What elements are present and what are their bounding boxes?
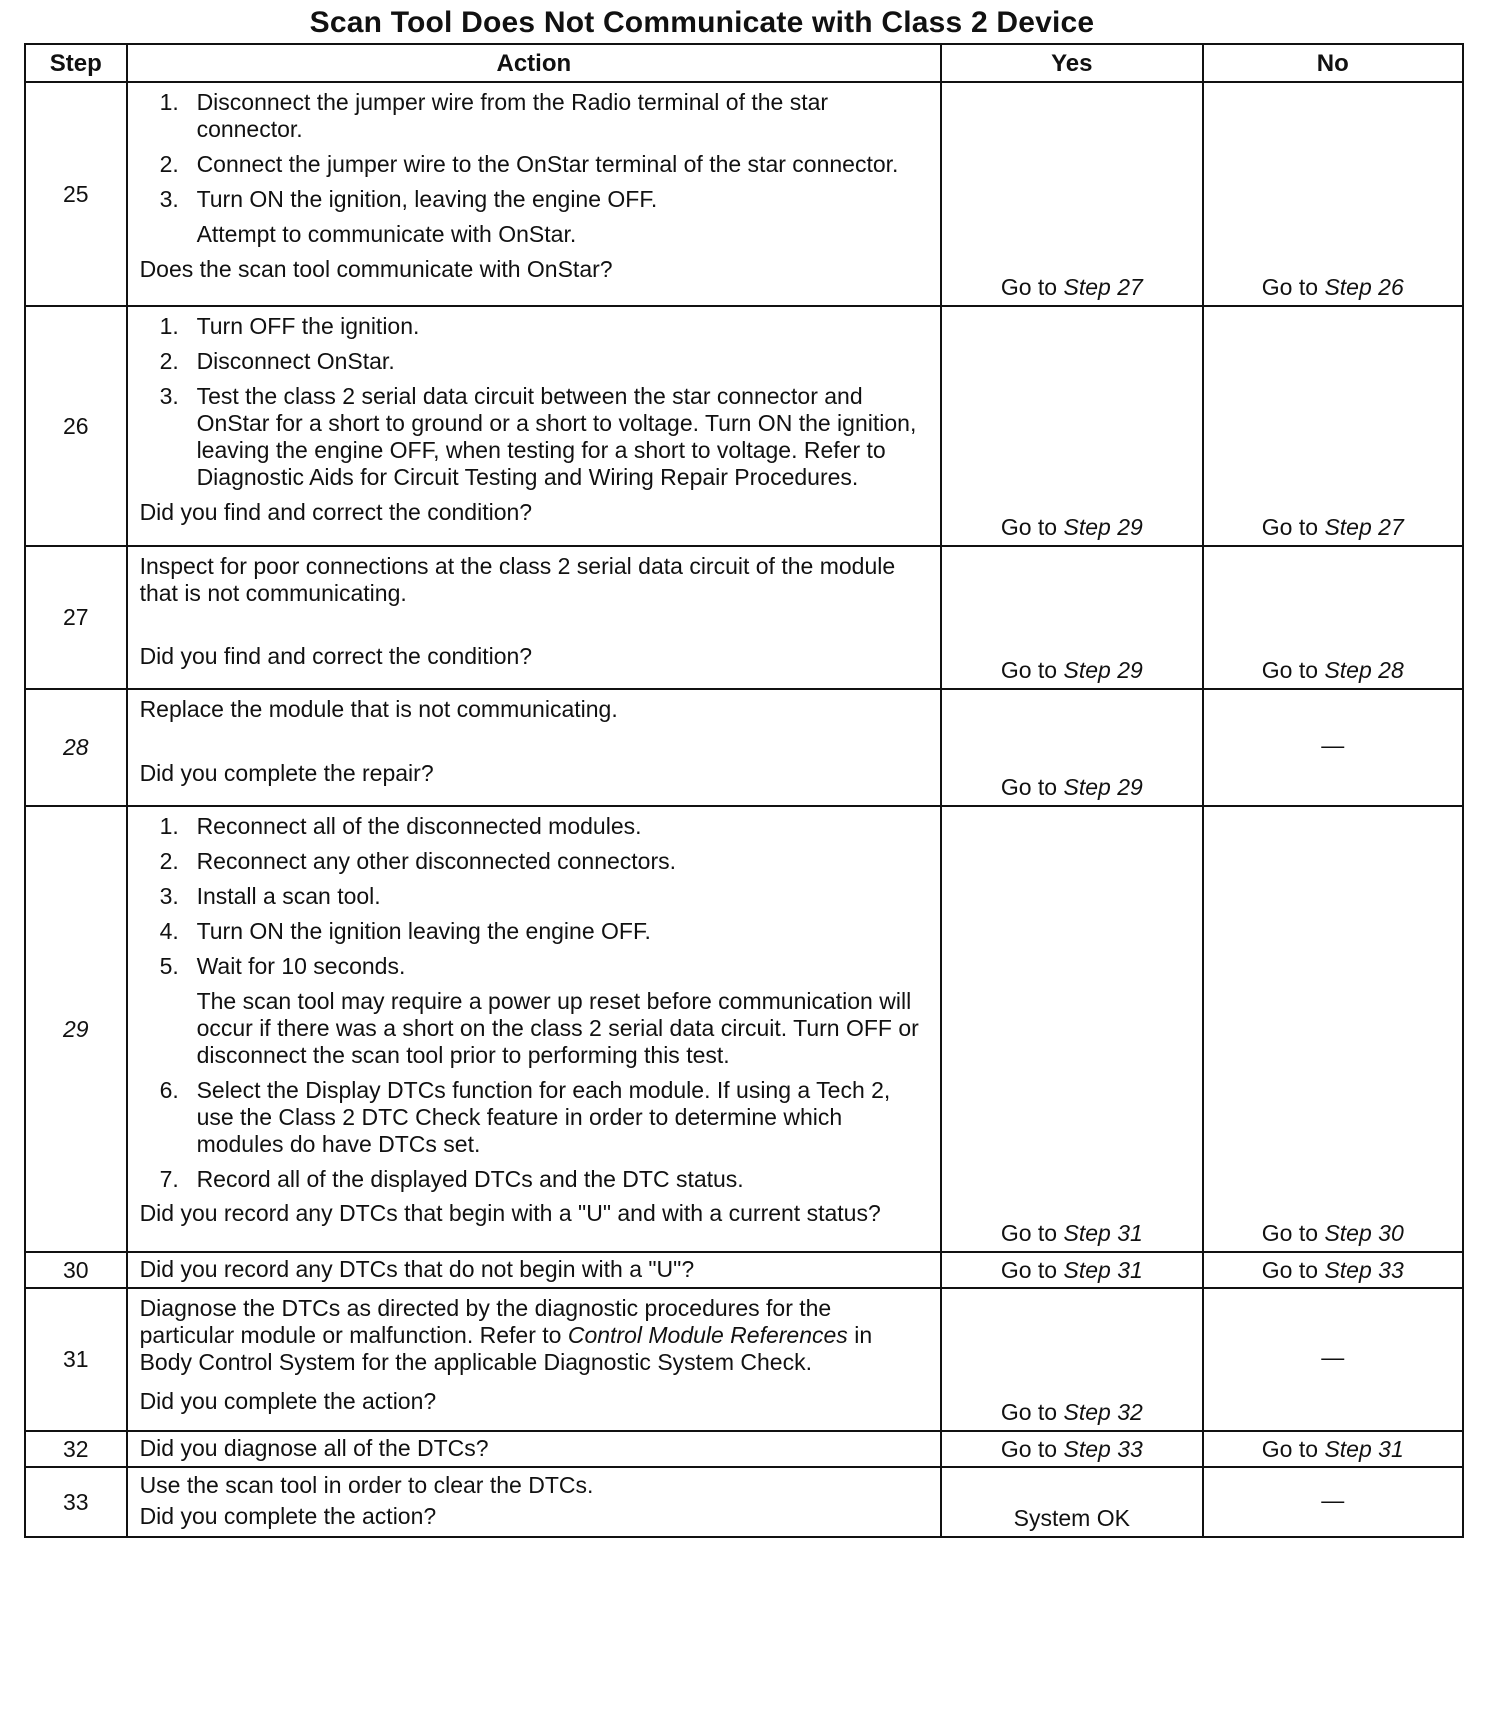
no-cell: — — [1203, 689, 1463, 806]
action-text: Inspect for poor connections at the class 2 serial data circuit of the module that is not communicating. — [139, 553, 896, 606]
yes-cell: Go to Step 29 — [941, 306, 1202, 546]
header-no: No — [1203, 44, 1463, 82]
step-number: 28 — [25, 689, 127, 806]
action-list — [140, 89, 929, 213]
table-row-step-32 — [25, 1431, 1463, 1467]
no-cell: Go to Step 26 — [1203, 82, 1463, 306]
action-question: Does the scan tool communicate with OnStar? — [139, 256, 613, 282]
action-cell — [127, 82, 942, 306]
reference-link-text: Control Module References — [567, 1322, 848, 1348]
no-cell: Go to Step 27 — [1203, 306, 1463, 546]
action-cell — [127, 306, 942, 546]
action-text: Diagnose the DTCs as directed by the diagnostic procedures for the particular module or malfunction. Refer to Control Module References in Body Control System for the applicable Diagnostic System Check. — [139, 1295, 873, 1375]
yes-cell: System OK — [941, 1467, 1202, 1537]
diagnostic-table — [24, 43, 1464, 1538]
no-cell: Go to Step 28 — [1203, 546, 1463, 689]
action-item: 5. Wait for 10 seconds. — [159, 953, 406, 979]
action-text: Use the scan tool in order to clear the DTCs. — [139, 1472, 594, 1498]
header-yes: Yes — [941, 44, 1202, 82]
action-note: Attempt to communicate with OnStar. — [196, 221, 577, 247]
step-number: 25 — [25, 82, 127, 306]
action-text: Replace the module that is not communicating. — [139, 696, 618, 722]
action-question: Did you find and correct the condition? — [139, 499, 533, 525]
action-cell — [127, 689, 942, 806]
action-item: 4. Turn ON the ignition leaving the engine OFF. — [159, 918, 651, 944]
table-row-step-26 — [25, 306, 1463, 546]
action-item: 1. Reconnect all of the disconnected modules. — [159, 813, 642, 839]
action-question: Did you diagnose all of the DTCs? — [139, 1435, 489, 1461]
no-cell: Go to Step 31 — [1203, 1431, 1463, 1467]
step-number: 27 — [25, 546, 127, 689]
no-cell: — — [1203, 1288, 1463, 1431]
no-cell: Go to Step 30 — [1203, 806, 1463, 1252]
yes-cell: Go to Step 32 — [941, 1288, 1202, 1431]
action-item: 1. Turn OFF the ignition. — [159, 313, 420, 339]
action-list — [140, 313, 929, 491]
action-item: 3. Test the class 2 serial data circuit between the star connector and OnStar for a short to ground or a short to voltage. Turn ON the ignition, leaving the engine OFF, when testing for a short to voltage. Refer to Diagnostic Aids for Circuit Testing and Wiring Repair Procedures. — [159, 383, 917, 490]
action-item: 7. Record all of the displayed DTCs and the DTC status. — [159, 1166, 744, 1192]
table-row-step-31 — [25, 1288, 1463, 1431]
action-list-continued — [140, 1077, 929, 1193]
action-question: Did you complete the action? — [139, 1503, 437, 1529]
action-cell — [127, 1252, 942, 1288]
action-cell — [127, 1467, 942, 1537]
yes-cell: Go to Step 27 — [941, 82, 1202, 306]
table-row-step-30 — [25, 1252, 1463, 1288]
yes-cell: Go to Step 33 — [941, 1431, 1202, 1467]
table-row-step-27 — [25, 546, 1463, 689]
table-row-step-33 — [25, 1467, 1463, 1537]
no-cell: Go to Step 33 — [1203, 1252, 1463, 1288]
yes-cell: Go to Step 29 — [941, 689, 1202, 806]
action-item: 2. Disconnect OnStar. — [159, 348, 395, 374]
step-number: 31 — [25, 1288, 127, 1431]
action-item: 3. Turn ON the ignition, leaving the engine OFF. — [159, 186, 658, 212]
step-number: 32 — [25, 1431, 127, 1467]
no-cell: — — [1203, 1467, 1463, 1537]
action-item: 2. Reconnect any other disconnected connectors. — [159, 848, 677, 874]
action-cell — [127, 806, 942, 1252]
action-list — [140, 813, 929, 980]
action-cell — [127, 546, 942, 689]
action-question: Did you record any DTCs that do not begin with a "U"? — [139, 1256, 695, 1282]
step-number: 26 — [25, 306, 127, 546]
yes-cell: Go to Step 31 — [941, 806, 1202, 1252]
action-question: Did you find and correct the condition? — [139, 643, 533, 669]
page-title: Scan Tool Does Not Communicate with Class 2 Device — [309, 6, 1095, 39]
yes-cell: Go to Step 31 — [941, 1252, 1202, 1288]
action-question: Did you record any DTCs that begin with a "U" and with a current status? — [139, 1200, 881, 1226]
action-item: 2. Connect the jumper wire to the OnStar terminal of the star connector. — [159, 151, 899, 177]
action-cell — [127, 1431, 942, 1467]
action-item: 1. Disconnect the jumper wire from the Radio terminal of the star connector. — [159, 89, 829, 142]
yes-cell: Go to Step 29 — [941, 546, 1202, 689]
action-item: 6. Select the Display DTCs function for each module. If using a Tech 2, use the Class 2 DTC Check feature in order to determine which modules do have DTCs set. — [159, 1077, 891, 1157]
table-row-step-28 — [25, 689, 1463, 806]
action-cell — [127, 1288, 942, 1431]
header-step: Step — [25, 44, 127, 82]
action-question: Did you complete the repair? — [139, 760, 434, 786]
table-row-step-25 — [25, 82, 1463, 306]
header-action: Action — [127, 44, 942, 82]
table-header-row — [25, 44, 1463, 82]
action-item: 3. Install a scan tool. — [159, 883, 381, 909]
action-note: The scan tool may require a power up reset before communication will occur if there was a short on the class 2 serial data circuit. Turn OFF or disconnect the scan tool prior to performing this test. — [196, 988, 919, 1068]
step-number: 30 — [25, 1252, 127, 1288]
action-question: Did you complete the action? — [139, 1388, 437, 1414]
step-number: 33 — [25, 1467, 127, 1537]
table-row-step-29 — [25, 806, 1463, 1252]
step-number: 29 — [25, 806, 127, 1252]
